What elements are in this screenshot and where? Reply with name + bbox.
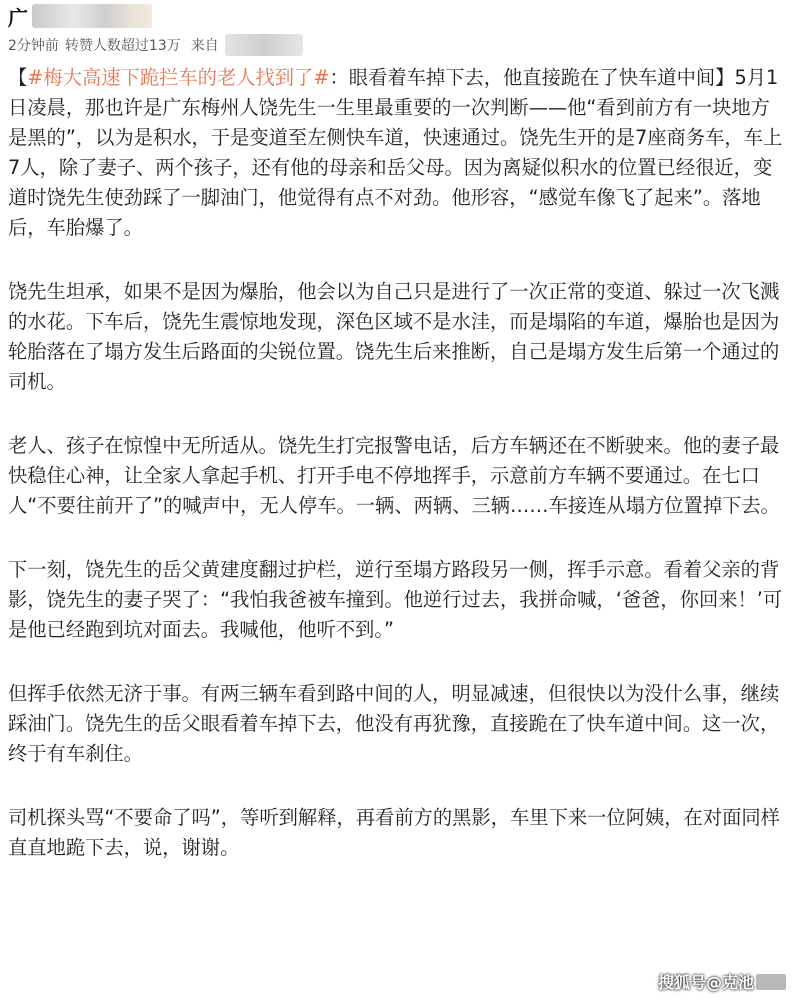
source-label: 来自 <box>190 38 219 54</box>
source-blurred <box>225 34 303 56</box>
paragraph-1-body: 5月1日凌晨，那也许是广东梅州人饶先生一生里最重要的一次判断——他“看到前方有一块地方是黑的”，以为是积水，于是变道至左侧快车道，快速通过。饶先生开的是7座商务车，车上7人，除了妻子、两个孩子，还有他的母亲和岳父母。因为离疑似积水的位置已经很近，变道时饶先生使劲踩了一脚油门，他觉得有点不对劲。他形容，“感觉车像飞了起来”。落地后，车胎爆了。 <box>8 66 783 239</box>
hashtag-link[interactable]: #梅大高速下跪拦车的老人找到了# <box>27 66 330 89</box>
post-meta <box>8 34 303 56</box>
post-header <box>8 0 792 62</box>
author-name[interactable]: 广 <box>8 5 28 30</box>
watermark-blurred <box>756 974 786 990</box>
paragraph-3: 老人、孩子在惊惶中无所适从。饶先生打完报警电话，后方车辆还在不断驶来。他的妻子最快稳住心神，让全家人拿起手机、打开手电不停地挥手，示意前方车辆不要通过。在七口人“不要往前开了”的喊声中，无人停车。一辆、两辆、三辆……车接连从塌方位置掉下去。 <box>8 434 780 517</box>
paragraph-2: 饶先生坦承，如果不是因为爆胎，他会以为自己只是进行了一次正常的变道、躲过一次飞溅的水花。下车后，饶先生震惊地发现，深色区域不是水洼，而是塌陷的车道，爆胎也是因为轮胎落在了塌方发生后路面的尖锐位置。饶先生后来推断，自己是塌方发生后第一个通过的司机。 <box>8 280 780 393</box>
watermark-text: 搜狐号@克池 <box>657 973 754 992</box>
watermark <box>658 970 786 993</box>
repost-count: 转赞人数超过13万 <box>64 38 181 54</box>
headline: ：眼看着车掉下去，他直接跪在了快车道中间 <box>329 66 716 89</box>
bracket-open: 【 <box>8 66 28 89</box>
post-time: 2分钟前 <box>8 38 59 54</box>
article-body <box>8 63 784 897</box>
author-name-blurred <box>32 4 152 28</box>
paragraph-4: 下一刻，饶先生的岳父黄建度翻过护栏，逆行至塌方路段另一侧，挥手示意。看着父亲的背影，饶先生的妻子哭了：“我怕我爸被车撞到。他逆行过去，我拼命喊，‘爸爸，你回来！’可是他已经跑到坑对面去。我喊他，他听不到。” <box>8 558 783 641</box>
bracket-close: 】 <box>715 66 735 89</box>
paragraph-5: 但挥手依然无济于事。有两三辆车看到路中间的人，明显减速，但很快以为没什么事，继续踩油门。饶先生的岳父眼看着车掉下去，他没有再犹豫，直接跪在了快车道中间。这一次，终于有车刹住。 <box>8 682 780 765</box>
author-row <box>8 2 152 30</box>
paragraph-1 <box>8 63 784 243</box>
paragraph-6: 司机探头骂“不要命了吗”，等听到解释，再看前方的黑影，车里下来一位阿姨，在对面同样直直地跪下去，说，谢谢。 <box>8 806 780 859</box>
